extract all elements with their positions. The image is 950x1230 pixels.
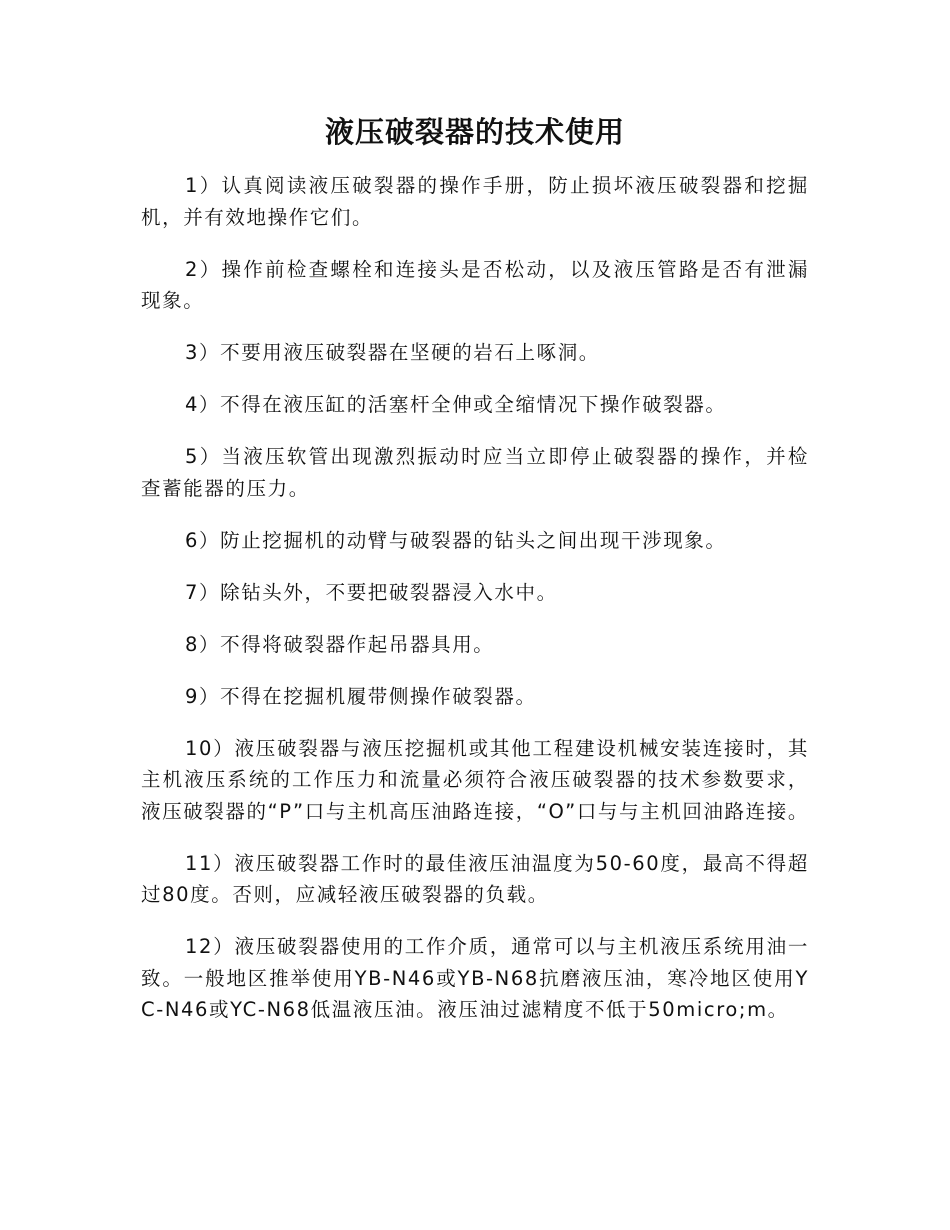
document-body <box>141 170 809 1046</box>
paragraph-1: 1）认真阅读液压破裂器的操作手册，防止损坏液压破裂器和挖掘机，并有效地操作它们。 <box>141 174 809 229</box>
document-title: 液压破裂器的技术使用 <box>324 115 625 149</box>
paragraph-12: 12）液压破裂器使用的工作介质，通常可以与主机液压系统用油一致。一般地区推举使用YB-N46或YB-N68抗磨液压油，寒冷地区使用YC-N46或YC-N68低温液压油。液压油过滤精度不低于50micro;m。 <box>141 935 809 1021</box>
paragraph-8: 8）不得将破裂器作起吊器具用。 <box>185 632 495 656</box>
paragraph-6: 6）防止挖掘机的动臂与破裂器的钻头之间出现干涉现象。 <box>185 528 727 552</box>
paragraph-3: 3）不要用液压破裂器在坚硬的岩石上啄洞。 <box>185 341 600 364</box>
paragraph-11: 11）液压破裂器工作时的最佳液压油温度为50-60度，最高不得超过80度。否则，应减轻液压破裂器的负载。 <box>141 851 809 906</box>
paragraph-4: 4）不得在液压缸的活塞杆全伸或全缩情况下操作破裂器。 <box>185 393 727 416</box>
paragraph-9: 9）不得在挖掘机履带侧操作破裂器。 <box>185 684 537 708</box>
paragraph-10: 10）液压破裂器与液压挖掘机或其他工程建设机械安装连接时，其主机液压系统的工作压力和流量必须符合液压破裂器的技术参数要求，液压破裂器的“P”口与主机高压油路连接，“O”口与与主机回油路连接。 <box>141 736 809 823</box>
paragraph-2: 2）操作前检查螺栓和连接头是否松动，以及液压管路是否有泄漏现象。 <box>141 257 809 312</box>
paragraph-5: 5）当液压软管出现激烈振动时应当立即停止破裂器的操作，并检查蓄能器的压力。 <box>141 445 809 500</box>
paragraph-7: 7）除钻头外，不要把破裂器浸入水中。 <box>185 580 558 604</box>
